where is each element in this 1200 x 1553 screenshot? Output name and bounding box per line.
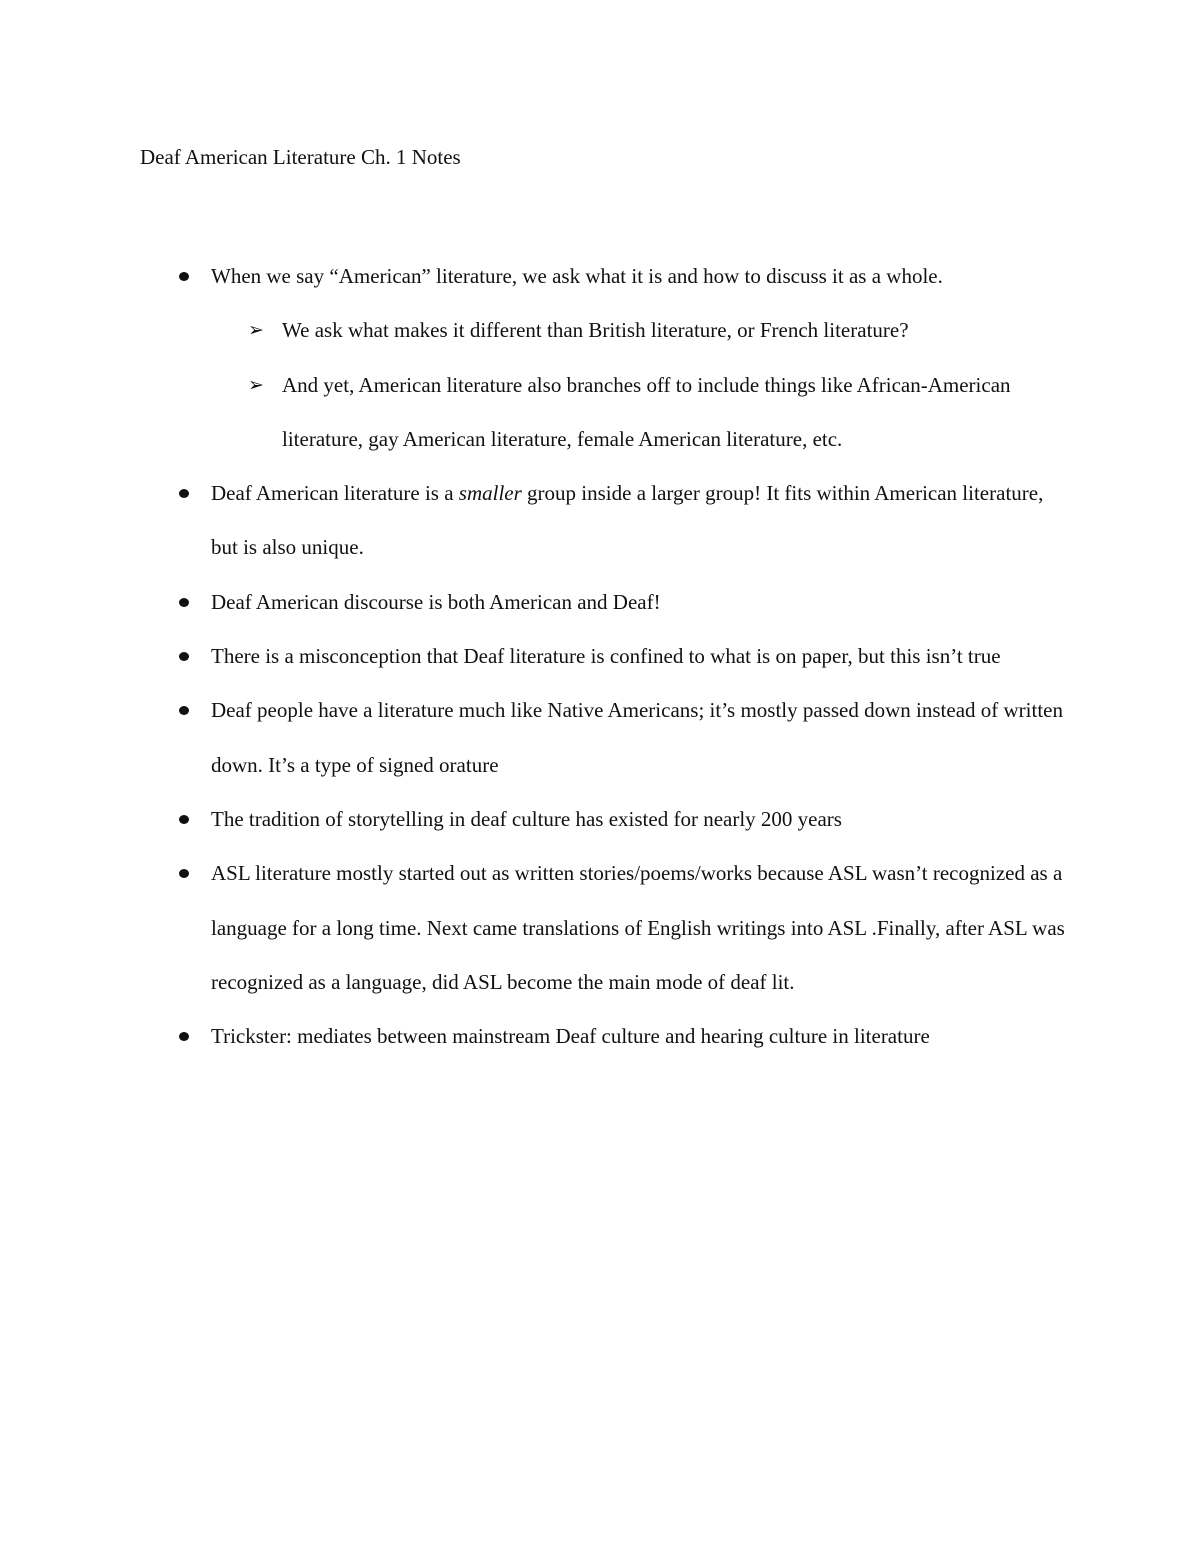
notes-list <box>140 249 1070 1063</box>
list-item <box>140 792 1070 846</box>
bullet-icon <box>179 489 189 498</box>
arrowhead-bullet-icon: ➢ <box>248 373 264 396</box>
list-item <box>140 683 1070 792</box>
list-item <box>140 575 1070 629</box>
note-text: ASL literature mostly started out as written stories/poems/works because ASL wasn’t recognized as a language for a long time. Next came translations of English writings into ASL .Finally, after ASL was recognized as a language, did ASL become the main mode of deaf lit. <box>211 861 1065 994</box>
note-text: Deaf American discourse is both American and Deaf! <box>211 589 661 614</box>
sub-list-item <box>211 303 1070 357</box>
note-text: When we say “American” literature, we ask what it is and how to discuss it as a whole. <box>211 264 943 288</box>
bullet-icon <box>179 706 189 715</box>
bullet-icon <box>179 869 189 878</box>
list-item <box>140 466 1070 575</box>
list-item <box>140 629 1070 683</box>
note-text: There is a misconception that Deaf literature is confined to what is on paper, but this isn’t true <box>211 644 1001 669</box>
note-text: Deaf people have a literature much like Native Americans; it’s mostly passed down instead of written down. It’s a type of signed orature <box>211 698 1063 777</box>
bullet-icon <box>179 598 189 607</box>
sub-note-text: We ask what makes it different than British literature, or French literature? <box>282 318 909 343</box>
bullet-icon <box>179 272 189 281</box>
list-item <box>140 846 1070 1009</box>
bullet-icon <box>179 815 189 824</box>
bullet-icon <box>179 1032 189 1041</box>
sub-list-item <box>211 358 1070 467</box>
note-text: The tradition of storytelling in deaf culture has existed for nearly 200 years <box>211 806 842 831</box>
arrowhead-bullet-icon: ➢ <box>248 319 264 342</box>
bullet-icon <box>179 652 189 661</box>
note-text: Trickster: mediates between mainstream Deaf culture and hearing culture in literature <box>211 1024 930 1049</box>
document-title: Deaf American Literature Ch. 1 Notes <box>140 145 461 169</box>
list-item <box>140 249 1070 466</box>
note-emphasis: smaller <box>458 481 522 506</box>
list-item <box>140 1009 1070 1063</box>
sub-notes-list <box>211 303 1070 466</box>
note-text-before-emphasis: Deaf American literature is a <box>211 481 459 506</box>
note-text-after-emphasis: group inside a larger group! It fits within American literature, but is also unique. <box>211 481 1044 560</box>
sub-note-text: And yet, American literature also branches off to include things like African-American literature, gay American literature, female American literature, etc. <box>282 372 1011 451</box>
